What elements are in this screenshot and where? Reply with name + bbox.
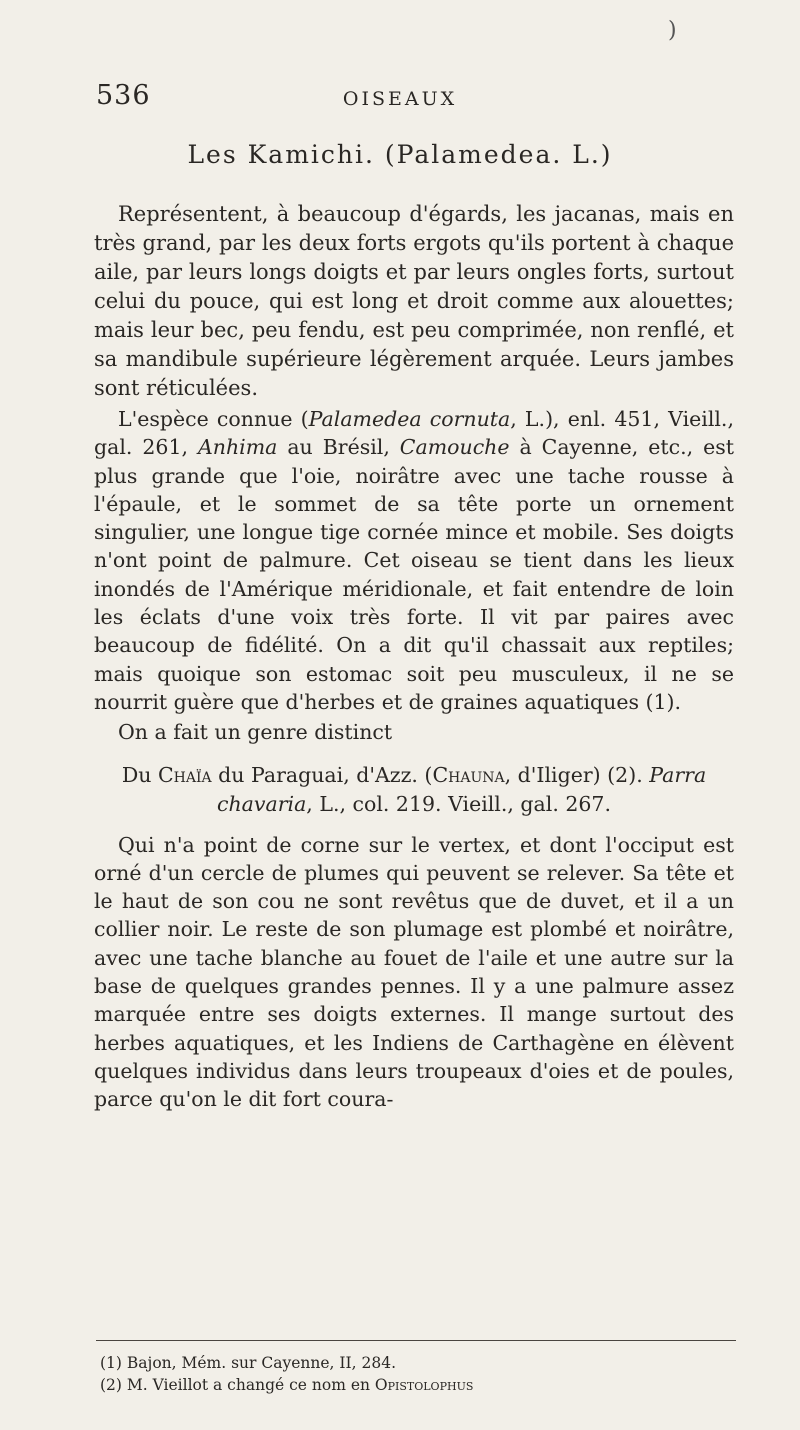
page-number: 536	[96, 80, 151, 111]
paragraph-species	[94, 405, 734, 716]
genus-text: du Paraguai, d'Azz. (	[211, 762, 433, 787]
footnote-2	[100, 1374, 740, 1396]
paragraph-genus-description: Qui n'a point de corne sur le vertex, et dont l'occiput est orné d'un cercle de plumes qui peuvent se relever. Sa tête et le haut de son cou ne sont revêtus que de duvet, et il a un collier noir. Le reste de son plumage est plombé et noirâtre, avec une tache blanche au fouet de l'aile et une autre sur la base de quelques grandes pennes. Il y a une palmure assez marquée entre ses doigts externes. Il mange surtout des herbes aquatiques, et les Indiens de Carthagène en élèvent quelques individus dans leurs troupeaux d'oies et de poules, parce qu'on le dit fort coura-	[94, 832, 734, 1112]
species-vernacular-name: Camouche	[399, 435, 510, 460]
genus-text: , L., col. 219. Vieill., gal. 267.	[306, 791, 611, 816]
species-latin-name: Palamedea cornuta	[308, 407, 511, 431]
paragraph-description: Représentent, à beaucoup d'égards, les jacanas, mais en très grand, par les deux forts ergots qu'ils portent à chaque aile, par leurs longs doigts et par leurs ongles forts, surtout celui du pouce, qui est long et droit comme aux alouettes; mais leur bec, peu fendu, est peu comprimée, non renflé, et sa mandibule supérieure légèrement arquée. Leurs jambes sont réticulées.	[94, 202, 734, 400]
footnotes	[100, 1352, 740, 1396]
species-text: à Cayenne, etc., est plus grande que l'oie, noirâtre avec une tache rousse à l'épaule, et le sommet de sa tête porte un ornement singulier, une longue tige cornée mince et mobile. Ses doigts n'ont point de palmure. Cet oiseau se tient dans les lieux inondés de l'Amérique méridionale, et fait entendre de loin les éclats d'une voix très forte. Il vit par paires avec beaucoup de fidélité. On a dit qu'il chassait aux reptiles; mais quoique son estomac soit peu musculeux, il ne se nourrit guère que d'herbes et de graines aquatiques (1).	[94, 435, 734, 714]
species-vernacular-name: Anhima	[197, 435, 278, 460]
body-text	[94, 200, 734, 1114]
genus-heading	[94, 761, 734, 819]
footnote-1: (1) Bajon, Mém. sur Cayenne, II, 284.	[100, 1354, 396, 1372]
running-head: OISEAUX	[342, 88, 458, 110]
species-text: au Brésil,	[277, 435, 400, 460]
species-text: , L.), enl. 451, Vieill., gal. 261,	[94, 407, 734, 460]
genus-name: Chauna	[432, 762, 505, 787]
genus-text: , d'Iliger) (2).	[504, 762, 650, 787]
genus-latin-name: Parra chavaria	[217, 762, 707, 816]
species-text: L'espèce connue (	[118, 407, 309, 431]
footnote-rule	[96, 1340, 736, 1341]
margin-mark: )	[668, 18, 677, 43]
genus-text: Du	[121, 762, 158, 787]
paragraph-genus-intro: On a fait un genre distinct	[118, 720, 393, 745]
footnote-text: (2) M. Vieillot a changé ce nom en	[100, 1376, 375, 1394]
footnote-genus-name: Opistolophus	[374, 1376, 474, 1394]
section-title: Les Kamichi. (Palamedea. L.)	[187, 140, 613, 169]
genus-name: Chaïa	[157, 762, 212, 787]
